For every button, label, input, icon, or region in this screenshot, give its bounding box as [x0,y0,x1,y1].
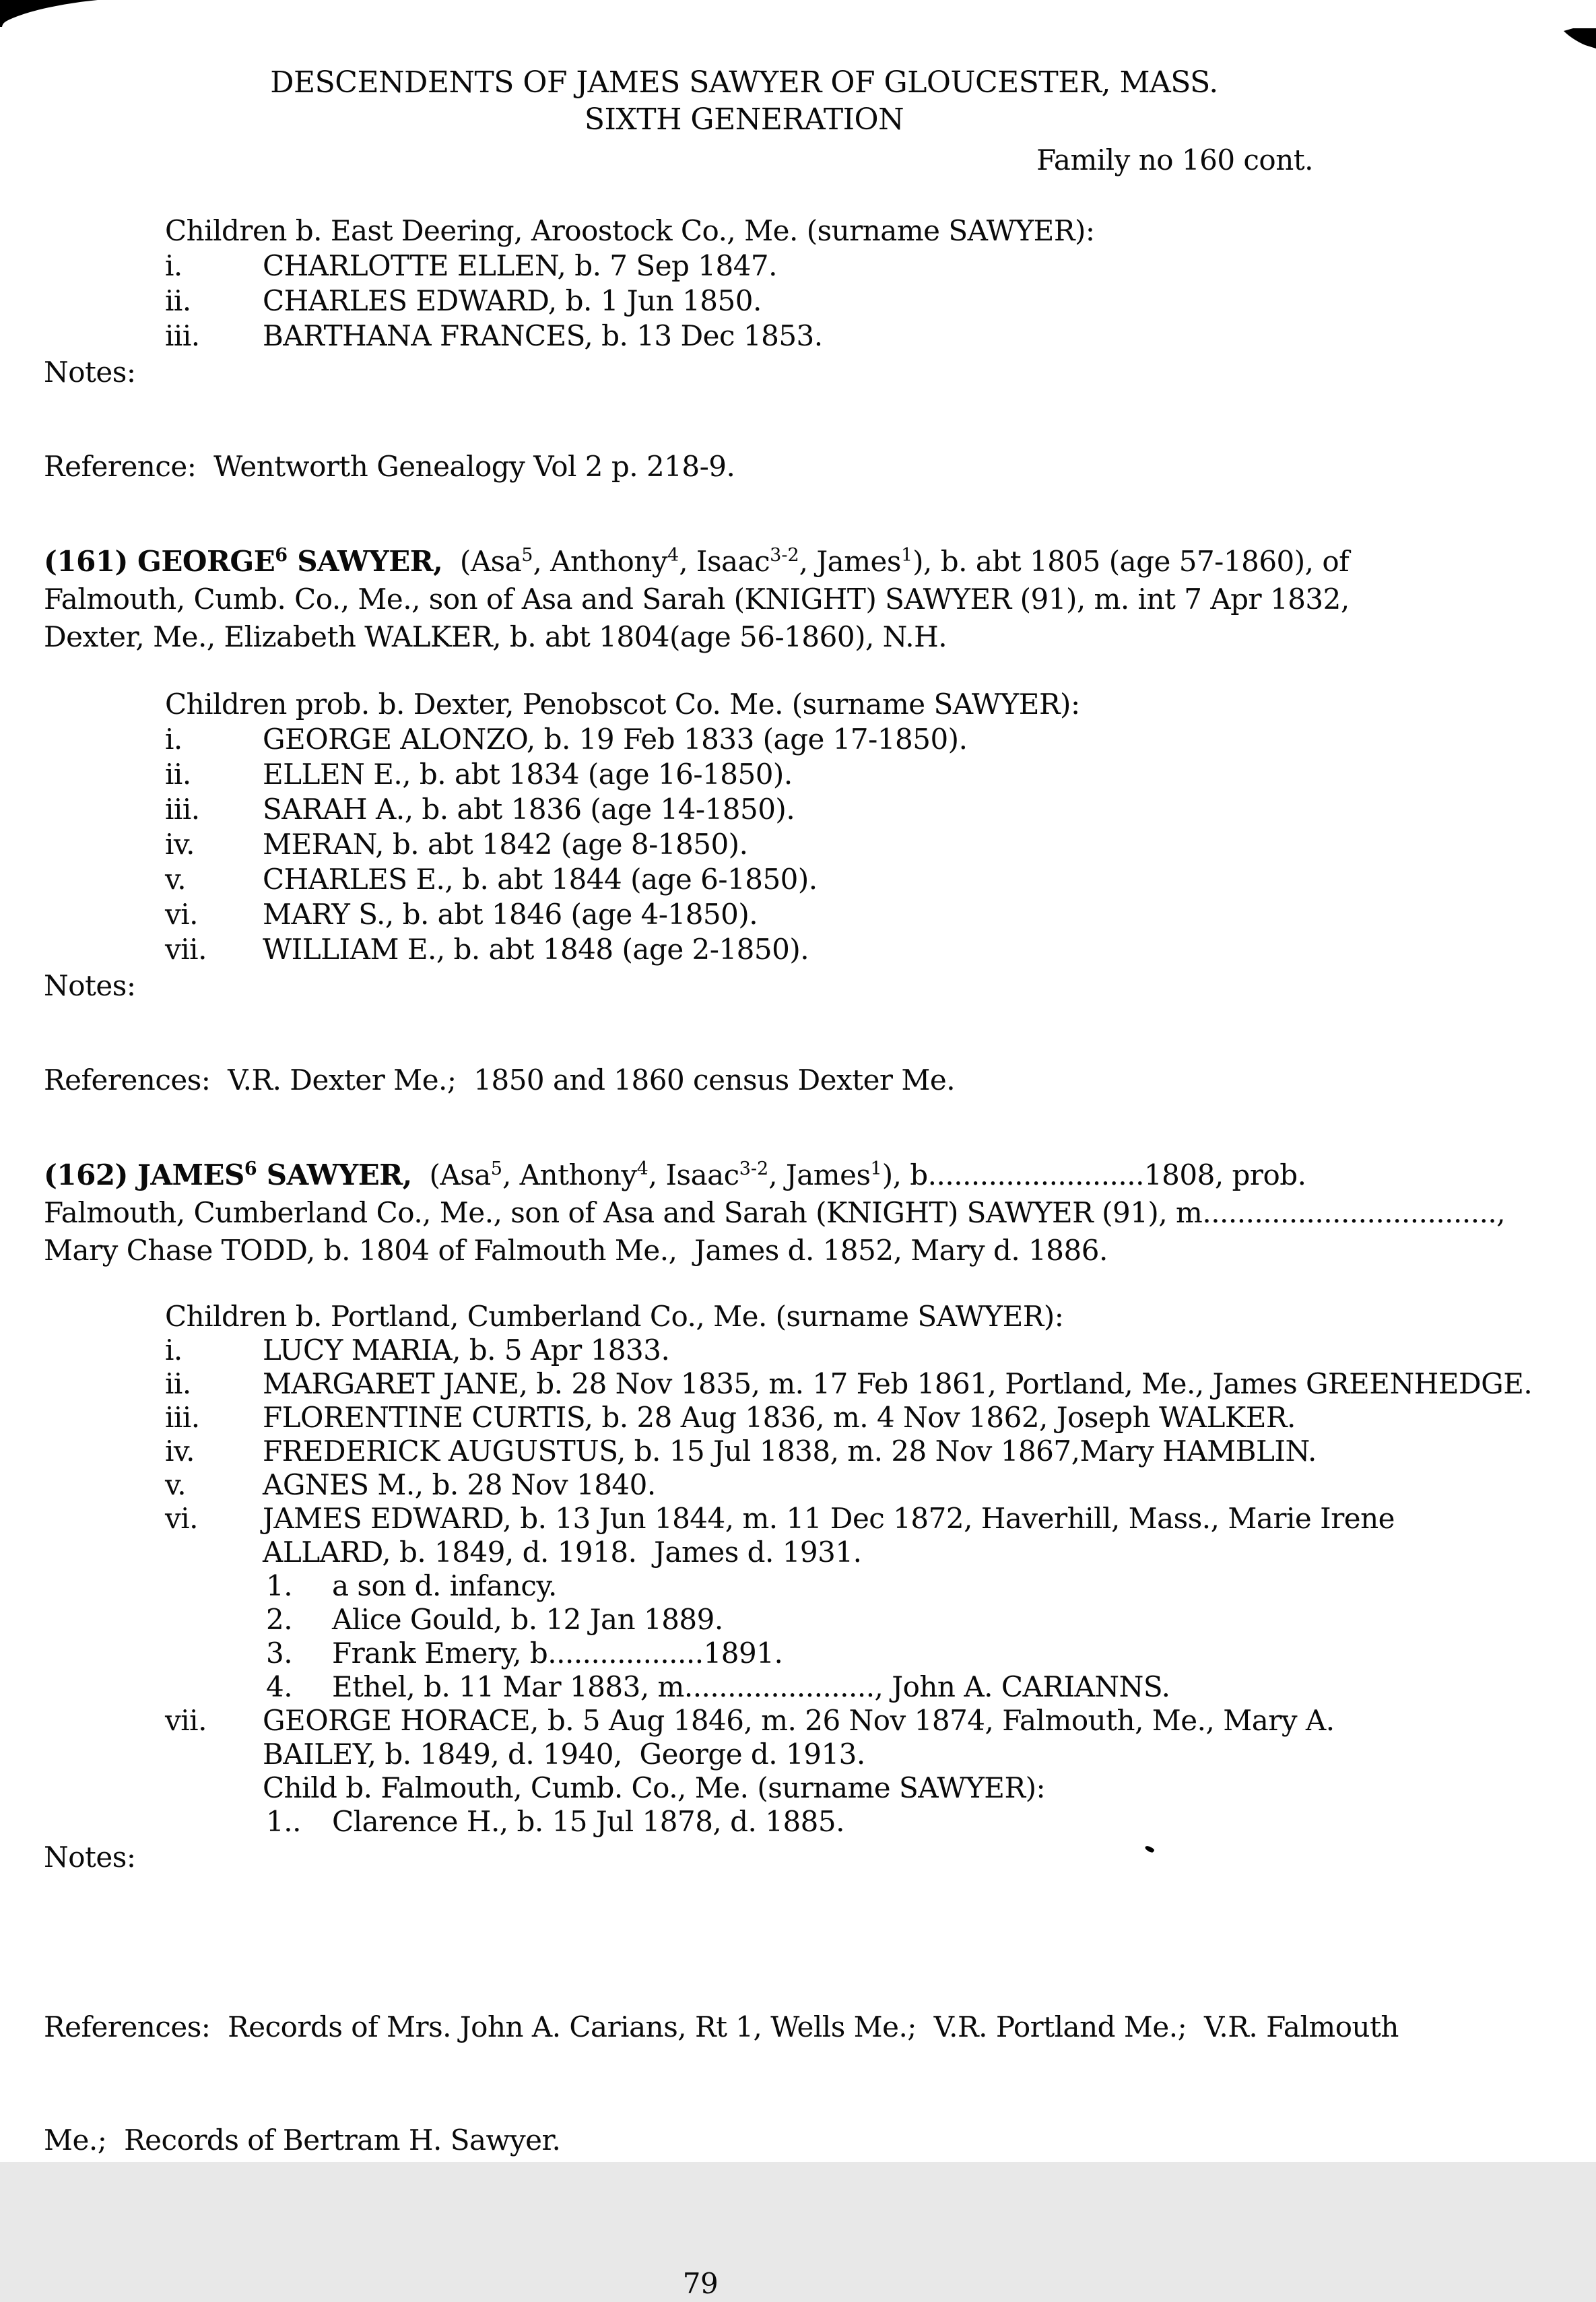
child-item [165,1435,1559,1468]
heading-text: , Anthony [533,545,668,578]
page-footer [44,2265,1357,2302]
child-number: iv. [165,1435,195,1468]
child-text [332,1603,723,1637]
generation-superscript: 5 [521,545,533,566]
children-header: Children b. East Deering, Aroostock Co., Me. (surname SAWYER): [165,214,1095,247]
reference-line: References: V.R. Dexter Me.; 1850 and 1860 census Dexter Me. [44,1063,956,1096]
child-text [263,1401,1296,1435]
child-text [263,932,809,967]
child-number: iii. [165,1401,200,1434]
child-text [263,1367,1532,1401]
child-text [263,862,818,897]
text-line: GEORGE ALONZO, b. 19 Feb 1833 (age 17-1850). [263,723,968,756]
child-text [263,249,777,284]
child-number: 3. [266,1637,293,1670]
text-line: BARTHANA FRANCES, b. 13 Dec 1853. [263,319,823,352]
heading-text: (Asa [442,545,522,578]
generation-superscript: 5 [490,1158,502,1179]
text-line: CHARLES EDWARD, b. 1 Jun 1850. [263,284,762,317]
text-line: Frank Emery, b..................1891. [332,1637,783,1670]
child-item [165,862,1559,897]
generation-superscript: 1 [870,1158,882,1179]
sub-child-item [266,1637,1559,1670]
child-number: iii. [165,319,200,352]
family-continuation [44,141,1313,178]
child-text [332,1805,844,1839]
heading-line [44,1232,1559,1270]
child-item [165,1704,1559,1805]
child-text [263,1468,656,1502]
heading-text: (Asa [411,1158,491,1191]
generation-superscript: 3-2 [770,545,799,566]
heading-text: (162) JAMES [44,1158,244,1191]
children-header: Children prob. b. Dexter, Penobscot Co. Me. (surname SAWYER): [165,688,1080,721]
generation-superscript: 4 [667,545,679,566]
child-text [332,1569,557,1603]
heading-line [44,543,1559,581]
heading-text: , Anthony [502,1158,637,1191]
notes-label: Notes: [44,1841,136,1874]
heading-text: ), b. abt 1805 (age 57-1860), of [912,545,1350,578]
child-item [165,757,1559,792]
page-header [44,64,1444,138]
family-continuation-label: Family no 160 cont. [1036,143,1313,176]
generation-superscript: 3-2 [739,1158,769,1179]
child-number: v. [165,1468,187,1501]
child-number: i. [165,723,182,756]
children-block-162 [165,1300,1559,1839]
child-text [263,792,795,827]
notes-label: Notes: [44,969,136,1002]
child-text [263,1502,1395,1569]
scan-artifact-top-left-corner [0,0,101,28]
page-number: 79 [682,2267,719,2300]
children-header: Children b. Portland, Cumberland Co., Me. (surname SAWYER): [165,1300,1064,1333]
family-161-heading [44,543,1559,656]
heading-text: , Isaac [679,545,770,578]
child-text [263,1704,1335,1805]
child-item [165,1401,1559,1435]
heading-line [44,1194,1559,1232]
page-title: DESCENDENTS OF JAMES SAWYER OF GLOUCESTER, MASS. [270,65,1218,100]
child-number: 4. [266,1670,293,1703]
heading-text: (161) GEORGE [44,545,275,578]
notes-label: Notes: [44,356,136,389]
sub-child-item [266,1805,1559,1839]
text-line: MERAN, b. abt 1842 (age 8-1850). [263,828,748,861]
family-160-section [44,213,1559,486]
heading-text: ), b.........................1808, prob. [882,1158,1306,1191]
text-line: MARGARET JANE, b. 28 Nov 1835, m. 17 Feb 1861, Portland, Me., James GREENHEDGE. [263,1367,1533,1400]
child-item [165,932,1559,967]
child-item [165,284,1559,319]
text-line: LUCY MARIA, b. 5 Apr 1833. [263,1334,670,1367]
child-number: i. [165,249,182,282]
child-text [332,1670,1170,1704]
child-item [165,897,1559,932]
child-text [263,1334,669,1367]
children-list [165,1334,1559,1839]
child-number: v. [165,863,187,896]
references-paragraph [44,1933,1559,2235]
children-list [165,249,1559,354]
child-item [165,1502,1559,1569]
children-list [165,722,1559,967]
child-text [263,757,793,792]
sub-child-item [266,1569,1559,1603]
heading-line [44,581,1559,618]
generation-superscript: 6 [244,1158,257,1179]
child-item [165,722,1559,757]
reference-line: References: Records of Mrs. John A. Carians, Rt 1, Wells Me.; V.R. Portland Me.; V.R. Falmouth [44,2010,1399,2043]
reference-line: Me.; Records of Bertram H. Sawyer. [44,2124,561,2157]
text-line: AGNES M., b. 28 Nov 1840. [263,1468,656,1501]
family-162-heading [44,1156,1559,1270]
text-line: Alice Gould, b. 12 Jan 1889. [332,1603,723,1636]
generation-superscript: 1 [900,545,913,566]
child-text [263,897,758,932]
text-line: Clarence H., b. 15 Jul 1878, d. 1885. [332,1805,844,1838]
child-number: ii. [165,1367,191,1400]
children-block-161 [165,687,1559,967]
scan-artifact-top-right-corner [1564,28,1596,48]
child-number: ii. [165,758,191,791]
child-number: vii. [165,933,207,966]
heading-text: Mary Chase TODD, b. 1804 of Falmouth Me., James d. 1852, Mary d. 1886. [44,1234,1108,1267]
text-line: CHARLES E., b. abt 1844 (age 6-1850). [263,863,818,896]
reference-line: Reference: Wentworth Genealogy Vol 2 p. 218-9. [44,450,735,483]
child-number: 1. [266,1569,293,1602]
heading-line [44,1156,1559,1194]
text-line: a son d. infancy. [332,1569,557,1602]
text-line: ELLEN E., b. abt 1834 (age 16-1850). [263,758,793,791]
child-item [165,319,1559,354]
child-item [165,249,1559,284]
child-number: vi. [165,1502,199,1535]
child-text [263,827,747,862]
child-item [165,1367,1559,1401]
family-162-section [44,1156,1559,2235]
heading-text: Falmouth, Cumberland Co., Me., son of Asa and Sarah (KNIGHT) SAWYER (91), m.................................., [44,1196,1506,1229]
child-item [165,827,1559,862]
child-item [165,1468,1559,1502]
heading-text: , James [768,1158,871,1191]
text-line: MARY S., b. abt 1846 (age 4-1850). [263,898,758,931]
child-number: vi. [165,898,199,931]
child-text [332,1637,783,1670]
child-number: vii. [165,1704,207,1737]
child-number: i. [165,1334,182,1367]
heading-text: SAWYER, [288,545,443,578]
text-line: ALLARD, b. 1849, d. 1918. James d. 1931. [263,1536,862,1569]
child-item [165,1334,1559,1367]
text-line: Ethel, b. 11 Mar 1883, m......................, John A. CARIANNS. [332,1670,1170,1703]
text-line: FLORENTINE CURTIS, b. 28 Aug 1836, m. 4 Nov 1862, Joseph WALKER. [263,1401,1296,1434]
sub-child-item [266,1603,1559,1637]
text-line: CHARLOTTE ELLEN, b. 7 Sep 1847. [263,249,777,282]
generation-superscript: 6 [275,545,288,566]
heading-text: Falmouth, Cumb. Co., Me., son of Asa and Sarah (KNIGHT) SAWYER (91), m. int 7 Apr 1832, [44,583,1350,616]
text-line: Child b. Falmouth, Cumb. Co., Me. (surname SAWYER): [263,1771,1046,1804]
text-line: SARAH A., b. abt 1836 (age 14-1850). [263,793,795,826]
page-subtitle: SIXTH GENERATION [584,102,904,137]
child-number: 2. [266,1603,293,1636]
sub-child-item [266,1670,1559,1704]
child-text [263,722,967,757]
text-line: BAILEY, b. 1849, d. 1940, George d. 1913. [263,1738,865,1771]
child-text [263,1435,1317,1468]
child-number: iv. [165,828,195,861]
child-text [263,284,762,319]
text-line: FREDERICK AUGUSTUS, b. 15 Jul 1838, m. 28 Nov 1867,Mary HAMBLIN. [263,1435,1317,1468]
text-line: GEORGE HORACE, b. 5 Aug 1846, m. 26 Nov 1874, Falmouth, Me., Mary A. [263,1704,1335,1737]
family-161-section [44,543,1559,1099]
child-item [165,792,1559,827]
children-block-160 [165,213,1559,354]
child-number: iii. [165,793,200,826]
heading-text: , Isaac [648,1158,739,1191]
heading-text: Dexter, Me., Elizabeth WALKER, b. abt 1804(age 56-1860), N.H. [44,620,947,653]
text-line: WILLIAM E., b. abt 1848 (age 2-1850). [263,933,809,966]
heading-text: , James [799,545,901,578]
child-number: ii. [165,284,191,317]
child-number: 1.. [266,1805,301,1838]
child-text [263,319,823,354]
heading-text: SAWYER, [257,1158,412,1191]
text-line: JAMES EDWARD, b. 13 Jun 1844, m. 11 Dec 1872, Haverhill, Mass., Marie Irene [263,1502,1395,1535]
heading-line [44,618,1559,656]
generation-superscript: 4 [636,1158,649,1179]
